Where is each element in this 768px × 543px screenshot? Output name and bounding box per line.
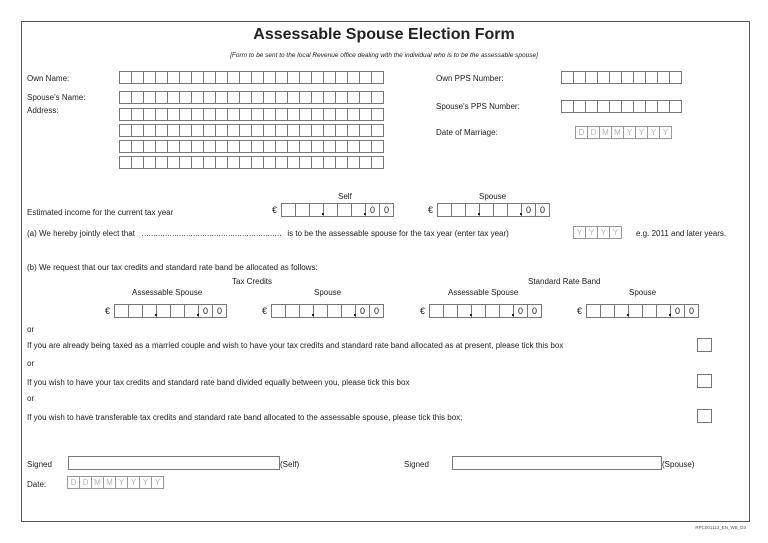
marriage-date-field[interactable] <box>575 126 671 139</box>
srb-assessable-header: Assessable Spouse <box>448 288 519 297</box>
amount-box[interactable] <box>429 304 444 318</box>
amount-box[interactable] <box>271 304 286 318</box>
year-box[interactable]: Y <box>609 226 622 239</box>
election-text-mid: is to be the assessable spouse for the tax year (enter tax year) <box>287 229 509 238</box>
date-box[interactable]: M <box>91 476 104 489</box>
self-header: Self <box>338 192 352 201</box>
char-box[interactable] <box>669 71 682 84</box>
form-subtitle: [Form to be sent to the local Revenue office dealing with the individual who is to be the assessable spouse] <box>230 52 538 59</box>
election-dots: …………………………………………………… <box>141 229 282 238</box>
allocation-text: (b) We request that our tax credits and standard rate band be allocated as follows: <box>27 263 318 272</box>
euro-sign: € <box>272 205 278 215</box>
election-text-end: e.g. 2011 and later years. <box>636 229 727 238</box>
year-box[interactable]: Y <box>573 226 586 239</box>
srb-spouse-header: Spouse <box>629 288 657 297</box>
char-box[interactable] <box>371 71 384 84</box>
amount-box[interactable] <box>156 304 171 318</box>
address-line-2[interactable] <box>119 124 383 137</box>
own-name-field[interactable] <box>119 71 383 84</box>
option-1-text: If you are already being taxed as a married couple and wish to have your tax credits and standard rate band allocated as at present, please tick this box <box>27 341 564 350</box>
or-label-1: or <box>27 325 35 334</box>
date-box[interactable]: M <box>103 476 116 489</box>
amount-box[interactable] <box>295 203 310 217</box>
standard-rate-assessable-field[interactable] <box>420 304 541 318</box>
option-2-checkbox[interactable] <box>697 374 712 388</box>
date-box[interactable]: Y <box>659 126 672 139</box>
date-box[interactable]: D <box>587 126 600 139</box>
own-pps-field[interactable] <box>561 71 681 84</box>
date-box[interactable]: M <box>611 126 624 139</box>
signature-spouse-field[interactable] <box>452 456 662 470</box>
election-text-a: (a) We hereby jointly elect that <box>27 229 135 238</box>
cents-box[interactable]: 0 <box>521 203 536 217</box>
spouse-name-label: Spouse's Name: <box>27 93 86 102</box>
year-box[interactable]: Y <box>597 226 610 239</box>
option-2-text: If you wish to have your tax credits and standard rate band divided equally between you, please tick this box <box>27 378 410 387</box>
char-box[interactable] <box>371 108 384 121</box>
amount-box[interactable] <box>128 304 143 318</box>
cents-box[interactable]: 0 <box>365 203 380 217</box>
spouse-header: Spouse <box>479 192 507 201</box>
income-spouse-field[interactable] <box>428 203 549 217</box>
standard-rate-header: Standard Rate Band <box>528 277 601 286</box>
date-box[interactable]: Y <box>115 476 128 489</box>
char-box[interactable] <box>371 91 384 104</box>
euro-sign: € <box>420 306 426 316</box>
cents-box[interactable]: 0 <box>369 304 384 318</box>
euro-sign: € <box>577 306 583 316</box>
date-label: Date: <box>27 480 47 489</box>
tc-spouse-header: Spouse <box>314 288 342 297</box>
cents-box[interactable]: 0 <box>355 304 370 318</box>
cents-box[interactable]: 0 <box>684 304 699 318</box>
form-title: Assessable Spouse Election Form <box>253 26 515 43</box>
date-box[interactable]: D <box>575 126 588 139</box>
address-line-3[interactable] <box>119 140 383 153</box>
election-text <box>27 229 509 238</box>
char-box[interactable] <box>669 100 682 113</box>
cents-box[interactable]: 0 <box>379 203 394 217</box>
tax-credits-spouse-field[interactable] <box>262 304 383 318</box>
date-box[interactable]: Y <box>127 476 140 489</box>
cents-box[interactable]: 0 <box>198 304 213 318</box>
marriage-date-label: Date of Marriage: <box>436 128 498 137</box>
own-pps-label: Own PPS Number: <box>436 74 504 83</box>
spouse-pps-field[interactable] <box>561 100 681 113</box>
amount-box[interactable] <box>281 203 296 217</box>
amount-box[interactable] <box>471 304 486 318</box>
char-box[interactable] <box>371 156 384 169</box>
amount-box[interactable] <box>443 304 458 318</box>
or-label-2: or <box>27 359 35 368</box>
amount-box[interactable] <box>642 304 657 318</box>
date-box[interactable]: M <box>599 126 612 139</box>
cents-box[interactable]: 0 <box>513 304 528 318</box>
option-1-checkbox[interactable] <box>697 338 712 352</box>
date-box[interactable]: D <box>79 476 92 489</box>
amount-box[interactable] <box>337 203 352 217</box>
signature-date-field[interactable] <box>67 476 163 489</box>
tax-credits-assessable-field[interactable] <box>105 304 226 318</box>
cents-box[interactable]: 0 <box>212 304 227 318</box>
amount-box[interactable] <box>451 203 466 217</box>
year-box[interactable]: Y <box>585 226 598 239</box>
amount-box[interactable] <box>170 304 185 318</box>
option-3-text: If you wish to have transferable tax credits and standard rate band allocated to the assessable spouse, please tick this box; <box>27 413 463 422</box>
amount-box[interactable] <box>479 203 494 217</box>
address-label: Address: <box>27 106 59 115</box>
income-self-field[interactable] <box>272 203 393 217</box>
char-box[interactable] <box>371 124 384 137</box>
option-3-checkbox[interactable] <box>697 409 712 423</box>
tc-assessable-header: Assessable Spouse <box>132 288 203 297</box>
amount-box[interactable] <box>628 304 643 318</box>
amount-box[interactable] <box>327 304 342 318</box>
cents-box[interactable]: 0 <box>670 304 685 318</box>
spouse-label: (Spouse) <box>662 460 695 469</box>
char-box[interactable] <box>371 140 384 153</box>
cents-box[interactable]: 0 <box>527 304 542 318</box>
date-box[interactable]: Y <box>151 476 164 489</box>
amount-box[interactable] <box>586 304 601 318</box>
date-box[interactable]: D <box>67 476 80 489</box>
amount-box[interactable] <box>485 304 500 318</box>
signed-self-label: Signed <box>27 460 52 469</box>
address-line-1[interactable] <box>119 108 383 121</box>
euro-sign: € <box>105 306 111 316</box>
euro-sign: € <box>262 306 268 316</box>
date-box[interactable]: Y <box>139 476 152 489</box>
spouse-pps-label: Spouse's PPS Number: <box>436 102 520 111</box>
own-name-label: Own Name: <box>27 74 70 83</box>
amount-box[interactable] <box>114 304 129 318</box>
self-label: (Self) <box>280 460 300 469</box>
or-label-3: or <box>27 394 35 403</box>
amount-box[interactable] <box>285 304 300 318</box>
euro-sign: € <box>428 205 434 215</box>
amount-box[interactable] <box>600 304 615 318</box>
date-box[interactable]: Y <box>647 126 660 139</box>
tax-year-field[interactable] <box>573 226 621 239</box>
amount-box[interactable] <box>493 203 508 217</box>
cents-box[interactable]: 0 <box>535 203 550 217</box>
amount-box[interactable] <box>323 203 338 217</box>
signature-self-field[interactable] <box>68 456 280 470</box>
spouse-name-field[interactable] <box>119 91 383 104</box>
form-reference: RPC001113_EN_WB_D3 <box>695 525 746 530</box>
amount-box[interactable] <box>437 203 452 217</box>
standard-rate-spouse-field[interactable] <box>577 304 698 318</box>
income-label: Estimated income for the current tax year <box>27 208 174 217</box>
signed-spouse-label: Signed <box>404 460 429 469</box>
amount-box[interactable] <box>313 304 328 318</box>
tax-credits-header: Tax Credits <box>232 277 273 286</box>
date-box[interactable]: Y <box>623 126 636 139</box>
date-box[interactable]: Y <box>635 126 648 139</box>
address-line-4[interactable] <box>119 156 383 169</box>
